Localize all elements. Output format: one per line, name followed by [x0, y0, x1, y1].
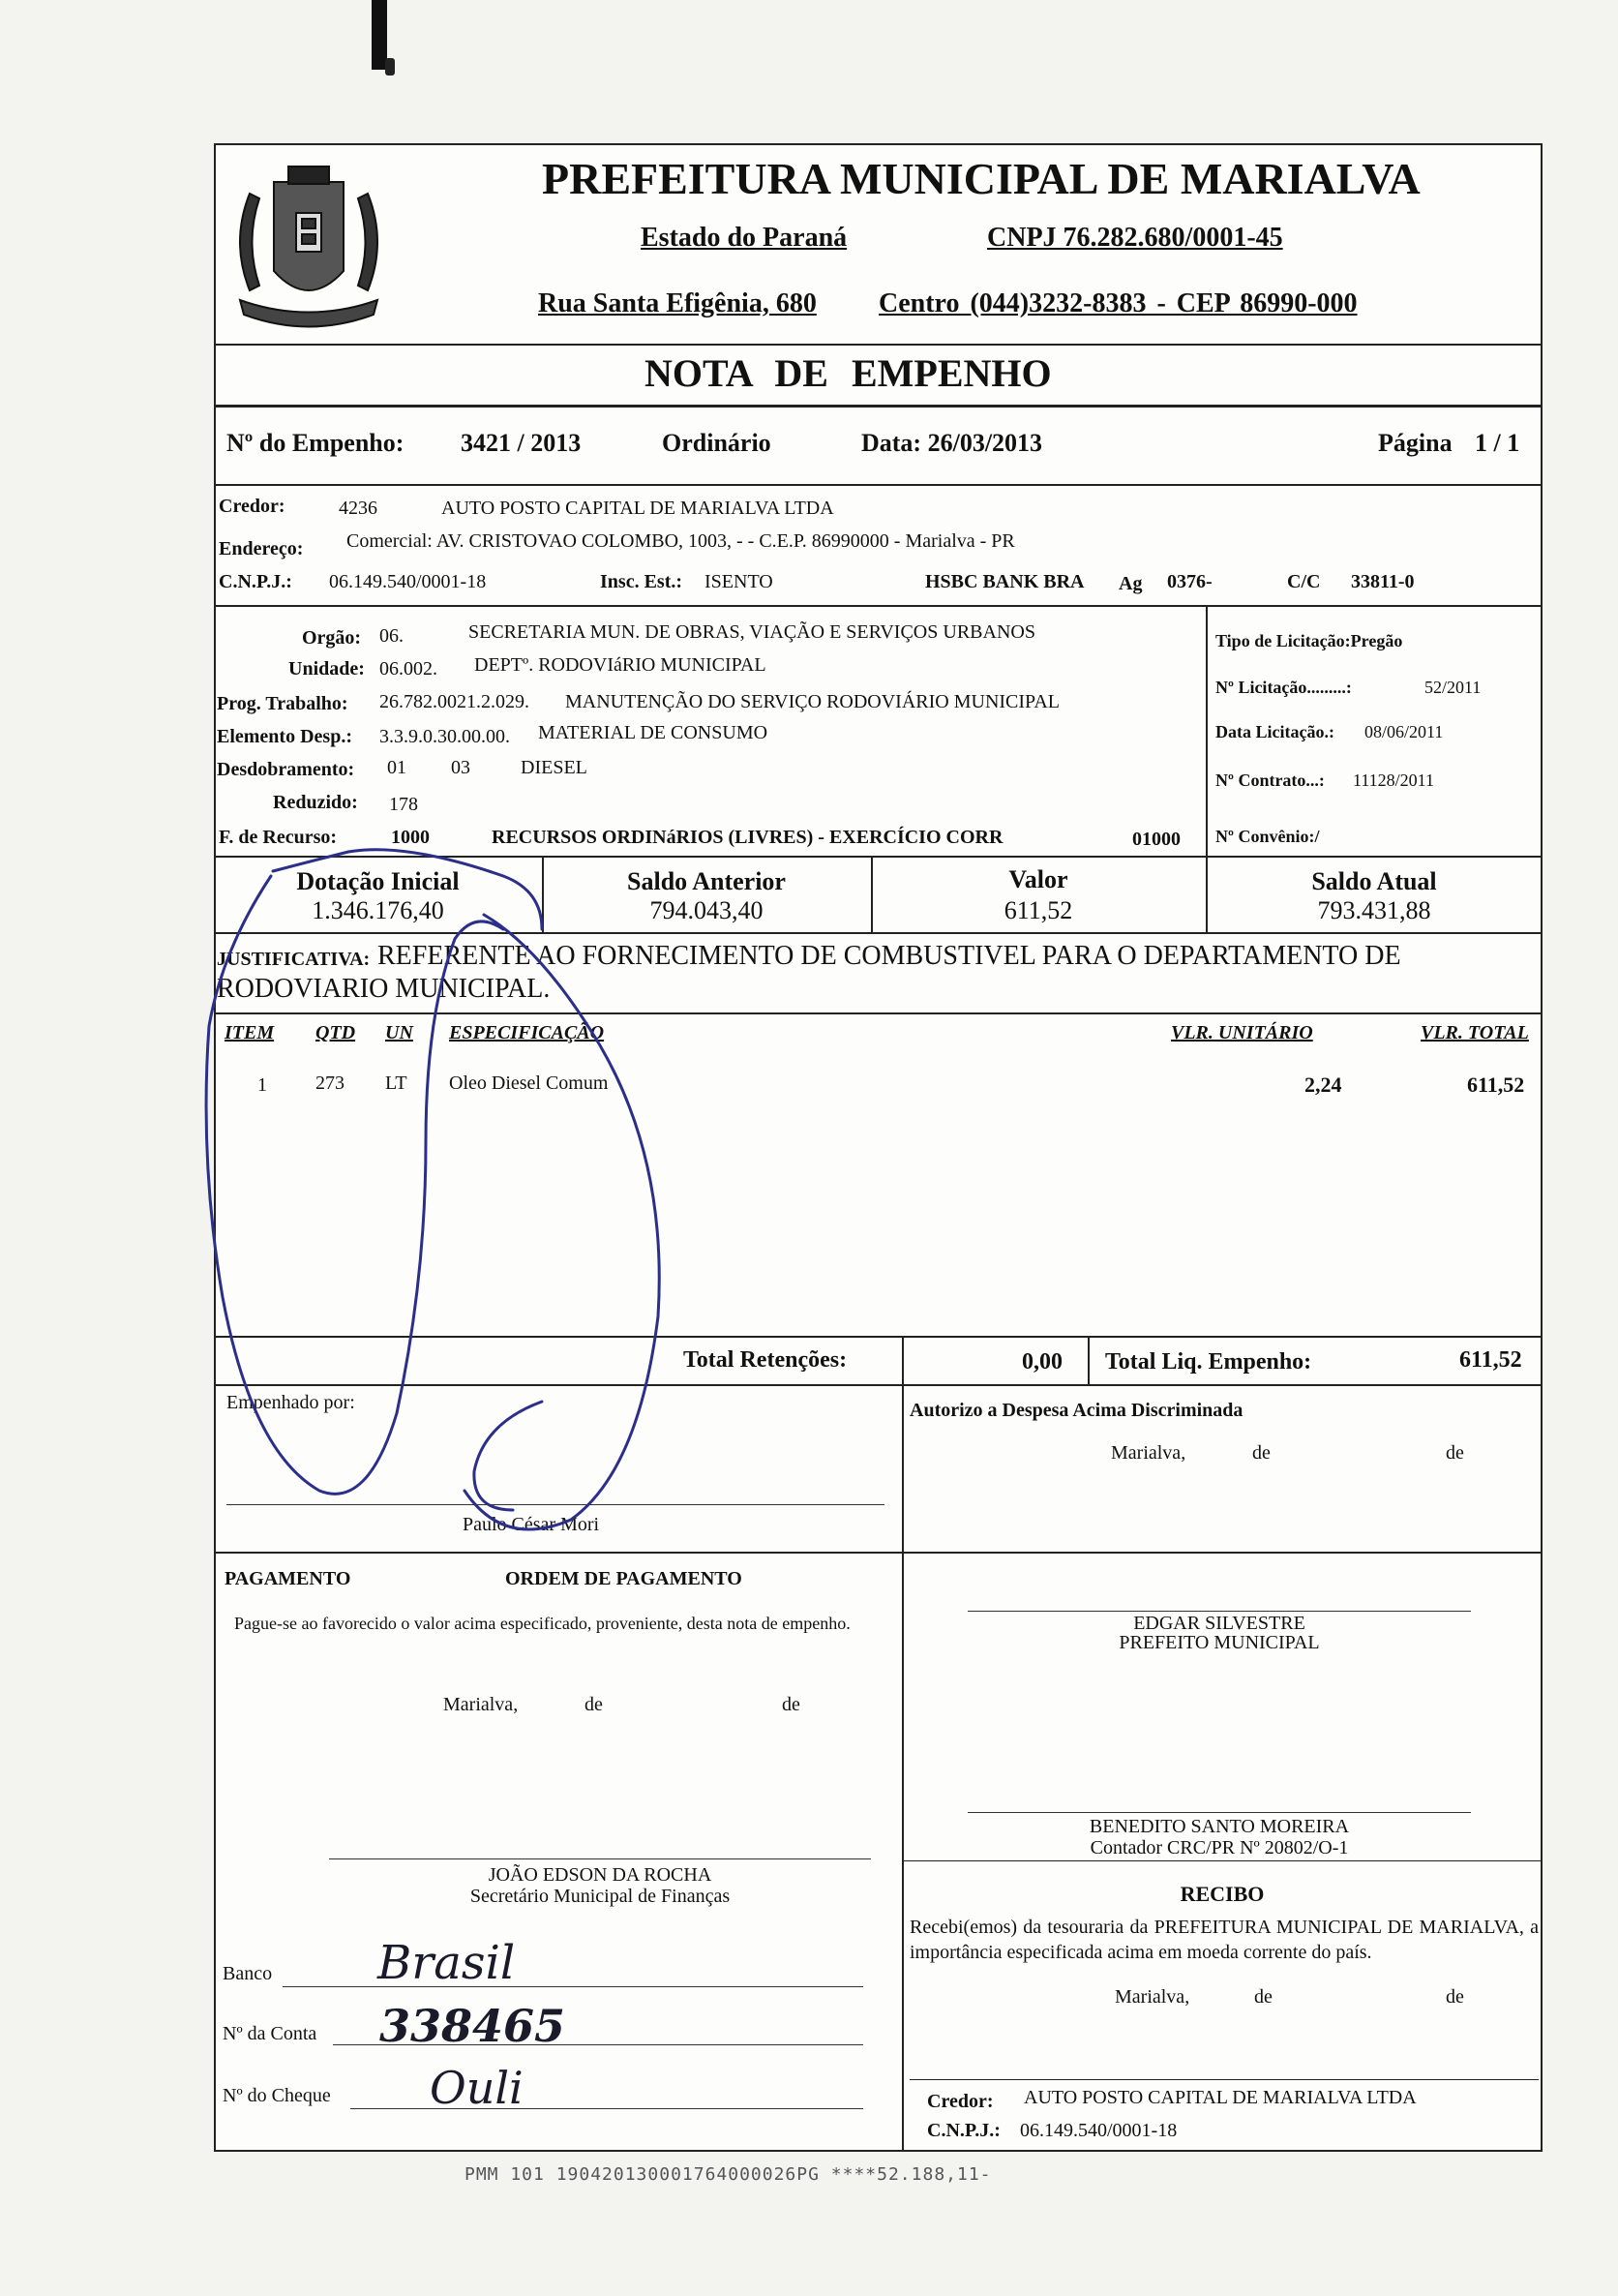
ie-label: Insc. Est.: [600, 571, 683, 592]
coat-of-arms-logo [221, 155, 397, 339]
recibo-city: Marialva, [1115, 1986, 1190, 2008]
col-un: UN [385, 1022, 413, 1043]
contrato-number: 11128/2011 [1353, 770, 1434, 790]
doc-title: NOTA DE EMPENHO [644, 351, 1052, 395]
conta-label: Nº da Conta [223, 2023, 317, 2044]
item-total-value: 611,52 [1467, 1072, 1525, 1097]
secretario-name: JOÃO EDSON DA ROCHA [488, 1864, 712, 1886]
justificativa-line1: REFERENTE AO FORNECIMENTO DE COMBUSTIVEL PARA O DEPARTAMENTO DE [377, 941, 1401, 971]
pagamento-de1: de [584, 1694, 603, 1715]
recibo-credor: AUTO POSTO CAPITAL DE MARIALVA LTDA [1024, 2087, 1417, 2108]
empenho-date: Data: 26/03/2013 [861, 429, 1043, 457]
item-spec: Oleo Diesel Comum [449, 1072, 609, 1094]
recibo-de2: de [1446, 1986, 1464, 2008]
recibo-cnpj-label: C.N.P.J.: [927, 2120, 1001, 2141]
scan-mark [385, 58, 395, 76]
justificativa-line2: RODOVIARIO MUNICIPAL. [217, 974, 551, 1004]
pagamento-text: Pague-se ao favorecido o valor acima especificado, proveniente, desta nota de empenho. [234, 1614, 851, 1633]
empenhado-name: Paulo César Mori [463, 1514, 600, 1535]
cnpj-label: C.N.P.J.: [219, 571, 292, 592]
liquido-value: 611,52 [1459, 1347, 1522, 1373]
banco-handwritten: Brasil [377, 1936, 516, 1990]
credor-code: 4236 [339, 498, 377, 519]
unidade-label: Unidade: [288, 658, 365, 680]
account-number: 33811-0 [1351, 571, 1415, 592]
justificativa-label: JUSTIFICATIVA: [217, 949, 371, 970]
empenho-type: Ordinário [662, 429, 771, 457]
valor-value: 611,52 [1004, 896, 1073, 924]
saldo-anterior-label: Saldo Anterior [627, 867, 786, 895]
prog-label: Prog. Trabalho: [217, 693, 348, 714]
pagamento-de2: de [782, 1694, 800, 1715]
empenho-number: 3421 / 2013 [461, 429, 582, 457]
col-spec: ESPECIFICAÇÃO [449, 1022, 605, 1043]
header-address: Rua Santa Efigênia, 680 [538, 288, 817, 318]
licitacao-num-label: Nº Licitação.........: [1215, 678, 1352, 697]
licitacao-num: 52/2011 [1424, 678, 1482, 697]
prog-code: 26.782.0021.2.029. [379, 691, 529, 712]
credor-label: Credor: [219, 496, 285, 517]
recibo-text: Recebi(emos) da tesouraria da PREFEITURA MUNICIPAL DE MARIALVA, a importância especificada acima em moeda corrente do país. [910, 1917, 1539, 1963]
item-un: LT [385, 1072, 407, 1094]
unidade-name: DEPTº. RODOVIáRIO MUNICIPAL [474, 654, 766, 676]
elem-code: 3.3.9.0.30.00.00. [379, 726, 510, 747]
orgao-name: SECRETARIA MUN. DE OBRAS, VIAÇÃO E SERVIÇOS URBANOS [468, 621, 1035, 643]
autorizo-label: Autorizo a Despesa Acima Discriminada [910, 1400, 1243, 1421]
saldo-atual-label: Saldo Atual [1311, 867, 1437, 895]
autorizo-city: Marialva, [1111, 1442, 1186, 1464]
recibo-de1: de [1254, 1986, 1273, 2008]
licitacao-data-label: Data Licitação.: [1215, 722, 1334, 741]
header-contact: Centro (044)3232-8383 - CEP 86990-000 [879, 288, 1358, 318]
item-unit-value: 2,24 [1304, 1072, 1342, 1097]
prog-name: MANUTENÇÃO DO SERVIÇO RODOVIÁRIO MUNICIPAL [565, 691, 1061, 712]
orgao-code: 06. [379, 625, 404, 647]
account-label: C/C [1287, 571, 1321, 592]
convenio: Nº Convênio:/ [1215, 827, 1320, 846]
desd-label: Desdobramento: [217, 759, 355, 780]
item-number: 1 [257, 1074, 267, 1096]
header-cnpj: CNPJ 76.282.680/0001-45 [987, 223, 1283, 253]
desd-b: 03 [451, 757, 470, 778]
elem-name: MATERIAL DE CONSUMO [538, 722, 768, 743]
pagamento-label: PAGAMENTO [225, 1568, 351, 1589]
agency-number: 0376- [1167, 571, 1213, 592]
licitacao-tipo: Tipo de Licitação:Pregão [1215, 631, 1403, 650]
saldo-anterior-value: 794.043,40 [649, 896, 764, 924]
empenho-label: Nº do Empenho: [226, 429, 404, 457]
footer-code: PMM 101 190420130001764000026PG ****52.188,11- [464, 2164, 992, 2185]
credor-ie: ISENTO [704, 571, 773, 592]
col-qtd: QTD [315, 1022, 356, 1043]
autorizo-de1: de [1252, 1442, 1271, 1464]
banco-label: Banco [223, 1963, 273, 1984]
recibo-credor-label: Credor: [927, 2091, 994, 2112]
page-number: 1 / 1 [1475, 429, 1520, 457]
item-qtd: 273 [315, 1072, 345, 1094]
col-unit: VLR. UNITÁRIO [1171, 1022, 1313, 1043]
recurso-code2: 01000 [1132, 829, 1181, 850]
col-total: VLR. TOTAL [1421, 1022, 1529, 1043]
cheque-handwritten: Ouli [430, 2062, 524, 2114]
page-label: Página [1378, 429, 1453, 457]
liquido-label: Total Liq. Empenho: [1105, 1349, 1312, 1375]
header-state: Estado do Paraná [641, 223, 848, 253]
pagamento-city: Marialva, [443, 1694, 519, 1715]
recurso-code: 1000 [391, 827, 430, 848]
credor-cnpj: 06.149.540/0001-18 [329, 571, 487, 592]
recurso-name: RECURSOS ORDINáRIOS (LIVRES) - EXERCÍCIO CORR [492, 827, 1004, 848]
retencoes-label: Total Retenções: [683, 1347, 848, 1373]
credor-name: AUTO POSTO CAPITAL DE MARIALVA LTDA [441, 498, 834, 519]
reduzido-value: 178 [389, 794, 418, 815]
contador-title: Contador CRC/PR Nº 20802/O-1 [1090, 1837, 1349, 1858]
valor-label: Valor [1008, 865, 1068, 893]
contrato-label: Nº Contrato...: [1215, 770, 1325, 790]
agency-label: Ag [1119, 573, 1143, 594]
ordem-label: ORDEM DE PAGAMENTO [505, 1568, 742, 1589]
autorizo-de2: de [1446, 1442, 1464, 1464]
saldo-atual-value: 793.431,88 [1317, 896, 1431, 924]
orgao-label: Orgão: [302, 627, 362, 649]
col-item: ITEM [225, 1022, 275, 1043]
recibo-cnpj: 06.149.540/0001-18 [1020, 2120, 1178, 2141]
address-label: Endereço: [219, 538, 304, 559]
retencoes-value: 0,00 [1022, 1349, 1063, 1375]
desd-a: 01 [387, 757, 406, 778]
conta-handwritten: 338465 [379, 2000, 566, 2052]
secretario-title: Secretário Municipal de Finanças [469, 1886, 731, 1907]
desd-name: DIESEL [521, 757, 587, 778]
credor-address: Comercial: AV. CRISTOVAO COLOMBO, 1003, - - C.E.P. 86990000 - Marialva - PR [346, 530, 1015, 552]
dotacao-value: 1.346.176,40 [312, 896, 444, 924]
unidade-code: 06.002. [379, 658, 437, 680]
recurso-label: F. de Recurso: [219, 827, 338, 848]
cheque-label: Nº do Cheque [223, 2085, 331, 2106]
recibo-title: RECIBO [1180, 1882, 1265, 1906]
prefeito-name: EDGAR SILVESTRE [1133, 1613, 1305, 1634]
header-title: PREFEITURA MUNICIPAL DE MARIALVA [542, 154, 1421, 203]
bank-name: HSBC BANK BRA [925, 571, 1085, 592]
reduzido-label: Reduzido: [273, 792, 358, 813]
empenhado-label: Empenhado por: [226, 1392, 355, 1413]
dotacao-label: Dotação Inicial [296, 867, 460, 895]
licitacao-data: 08/06/2011 [1364, 722, 1444, 741]
prefeito-title: PREFEITO MUNICIPAL [1119, 1632, 1320, 1653]
contador-name: BENEDITO SANTO MOREIRA [1089, 1816, 1350, 1837]
elem-label: Elemento Desp.: [217, 726, 352, 747]
